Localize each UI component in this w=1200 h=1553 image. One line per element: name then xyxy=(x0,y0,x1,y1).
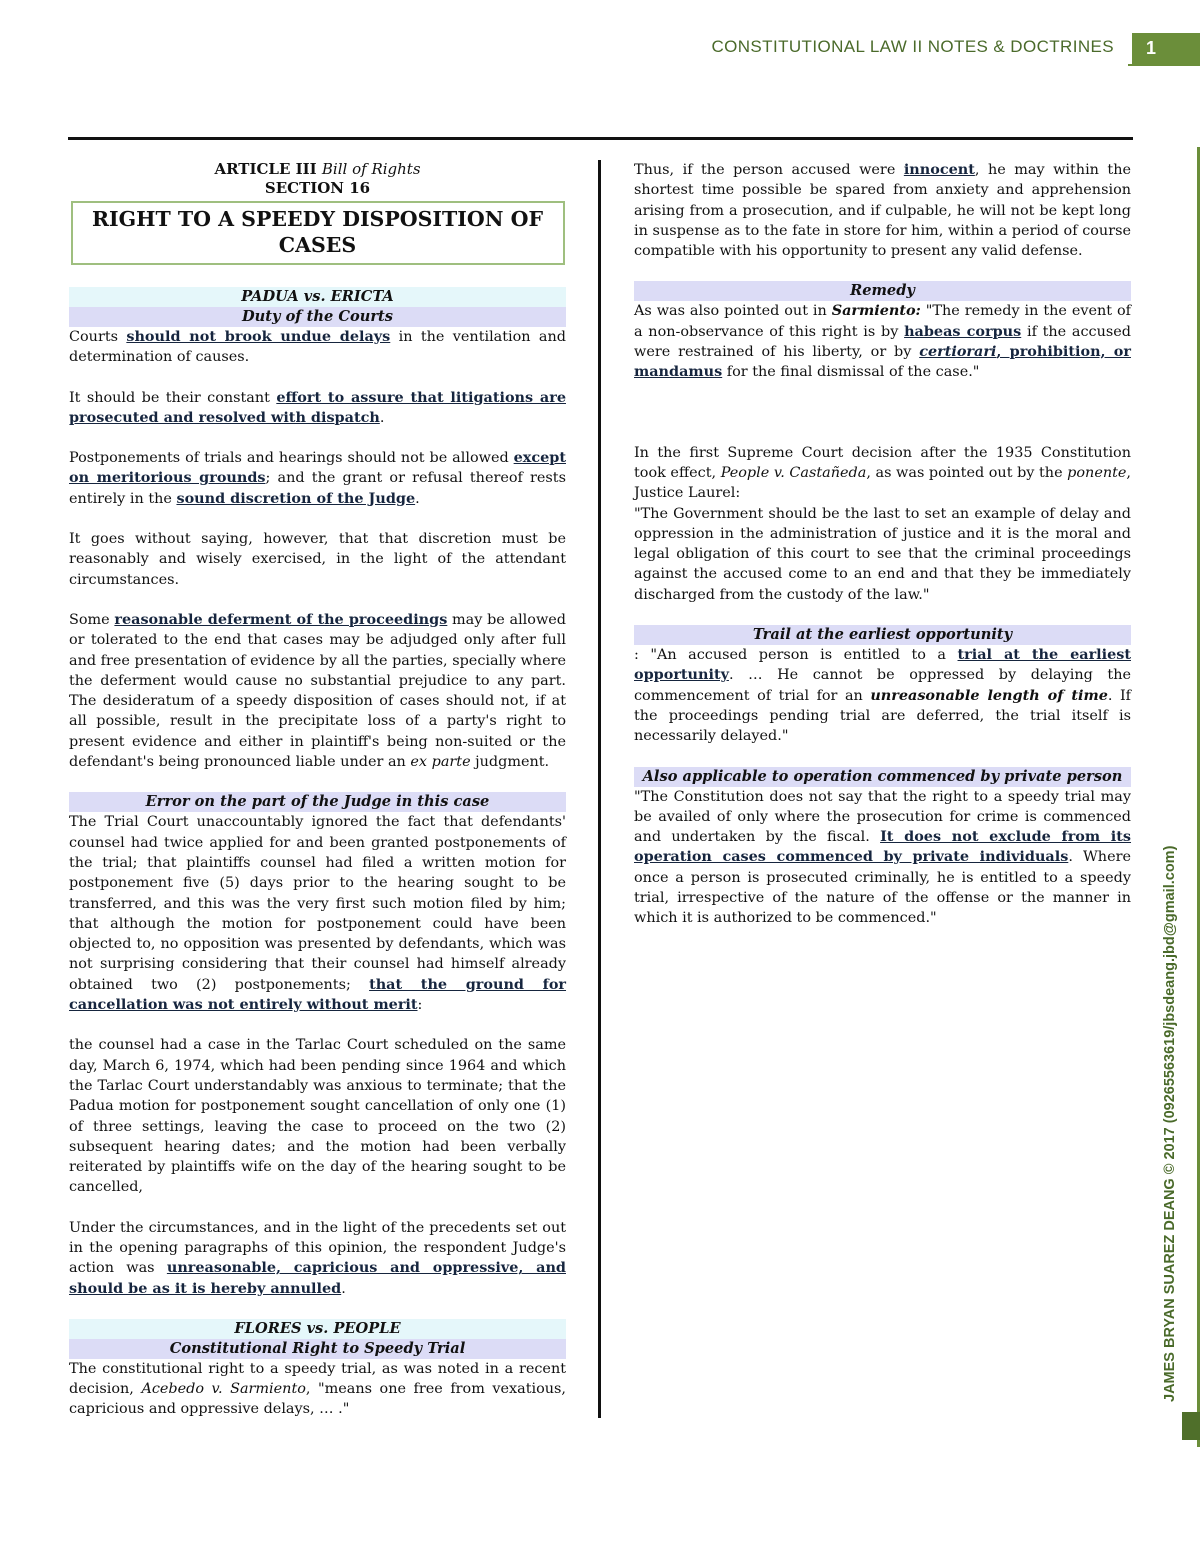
case-title-flores: FLORES vs. PEOPLE xyxy=(69,1319,566,1339)
paragraph: Courts should not brook undue delays in the ventilation and determination of causes. xyxy=(69,328,566,366)
section-number: SECTION 16 xyxy=(264,179,371,197)
heading-private-person: Also applicable to operation commenced by private person xyxy=(634,767,1131,787)
paragraph: the counsel had a case in the Tarlac Court scheduled on the same day, March 6, 1974, which had been pending since 1964 and which the Tarlac Court understandably was anxious to terminate; that the Padua motion for postponement sought cancellation of only one (1) of three settings, leaving the case to proceed on the two (2) subsequent hearing dates; and the motion had been verbally reiterated by plaintiffs wife on the day of the hearing sought to be cancelled, xyxy=(69,1037,566,1196)
header-divider xyxy=(68,137,1133,140)
paragraph: Postponements of trials and hearings should not be allowed except on meritorious grounds; and the grant or refusal thereof rests entirely in the sound discretion of the Judge. xyxy=(69,449,566,507)
paragraph: It goes without saying, however, that that discretion must be reasonably and wisely exercised, in the light of the attendant circumstances. xyxy=(69,531,566,588)
paragraph: In the first Supreme Court decision after the 1935 Constitution took effect, People v. Castañeda, as was pointed out by the ponente, Justice Laurel: xyxy=(634,444,1131,502)
header-accent-rule xyxy=(1128,64,1200,66)
heading-earliest-opportunity: Trail at the earliest opportunity xyxy=(634,625,1131,645)
heading-error-of-judge: Error on the part of the Judge in this case xyxy=(69,792,566,812)
right-column xyxy=(634,160,1131,929)
paragraph: As was also pointed out in Sarmiento: "The remedy in the event of a non-observance of this right is by habeas corpus if the accused were restrained of his liberty, or by certiorari, prohibition, or mandamus for the final dismissal of the case." xyxy=(634,302,1131,381)
paragraph: "The Government should be the last to set an example of delay and oppression in the administration of justice and it is the moral and legal obligation of this court to see that the criminal proceedings against the accused come to an end and that they be immediately discharged from the custody of the law." xyxy=(634,505,1131,603)
section-title-box: RIGHT TO A SPEEDY DISPOSITION OF CASES xyxy=(71,201,565,265)
running-header-title: CONSTITUTIONAL LAW II NOTES & DOCTRINES xyxy=(711,37,1114,56)
paragraph: The constitutional right to a speedy trial, as was noted in a recent decision, Acebedo v. Sarmiento, "means one free from vexatious, capricious and oppressive delays, … ." xyxy=(69,1360,567,1418)
paragraph: It should be their constant effort to assure that litigations are prosecuted and resolved with dispatch. xyxy=(69,388,566,426)
paragraph: : "An accused person is entitled to a trial at the earliest opportunity. … He cannot be oppressed by delaying the commencement of trial for an unreasonable length of time. If the proceedings pending trial are deferred, the trial itself is necessarily delayed." xyxy=(634,646,1131,745)
heading-speedy-trial: Constitutional Right to Speedy Trial xyxy=(69,1339,566,1359)
heading-duty-of-courts: Duty of the Courts xyxy=(69,307,566,327)
paragraph: Some reasonable deferment of the proceedings may be allowed or tolerated to the end that cases may be adjudged only after full and free presentation of evidence by all the parties, specially where the deferment would cause no substantial prejudice to any part. The desideratum of a speedy disposition of cases should not, if at all possible, result in the precipitate loss of a party's right to present evidence and either in plaintiff's being non-suited or the defendant's being pronounced liable under an ex parte judgment. xyxy=(69,610,566,771)
article-number: ARTICLE III xyxy=(214,160,322,178)
margin-accent-block xyxy=(1182,1412,1200,1440)
page-number: 1 xyxy=(1132,33,1200,64)
article-name: Bill of Rights xyxy=(321,160,421,178)
paragraph: Thus, if the person accused were innocent, he may within the shortest time possible be spared from anxiety and apprehension arising from a prosecution, and if culpable, he will not be kept long in suspense as to the fate in store for him, within a period of course compatible with his opportunity to present any valid defense. xyxy=(634,161,1132,260)
case-title-padua: PADUA vs. ERICTA xyxy=(69,287,566,307)
author-credit: JAMES BRYAN SUAREZ DEANG © 2017 (09265563619/jbsdeang.jbd@gmail.com) xyxy=(1162,845,1178,1402)
article-heading xyxy=(69,160,566,198)
paragraph: "The Constitution does not say that the right to a speedy trial may be availed of only where the prosecution for crime is commenced and undertaken by the fiscal. It does not exclude from its operation cases commenced by private individuals. Where once a person is prosecuted criminally, he is entitled to a speedy trial, irrespective of the nature of the offense or the manner in which it is authorized to be commenced." xyxy=(634,788,1132,927)
column-divider xyxy=(598,160,601,1418)
paragraph: The Trial Court unaccountably ignored the fact that defendants' counsel had twice applied for and been granted postponements of the trial; that plaintiffs counsel had filed a written motion for postponement five (5) days prior to the hearing sought to be transferred, and this was the very first such motion filed by him; that although the motion for postponement could have been objected to, no opposition was presented by defendants, which was not surprising considering that their counsel had himself already obtained two (2) postponements; that the ground for cancellation was not entirely without merit: xyxy=(69,814,567,1014)
left-column xyxy=(69,160,566,1420)
paragraph: Under the circumstances, and in the light of the precedents set out in the opening paragraphs of this opinion, the respondent Judge's action was unreasonable, capricious and oppressive, and should be as it is hereby annulled. xyxy=(69,1219,566,1297)
heading-remedy: Remedy xyxy=(634,281,1131,301)
